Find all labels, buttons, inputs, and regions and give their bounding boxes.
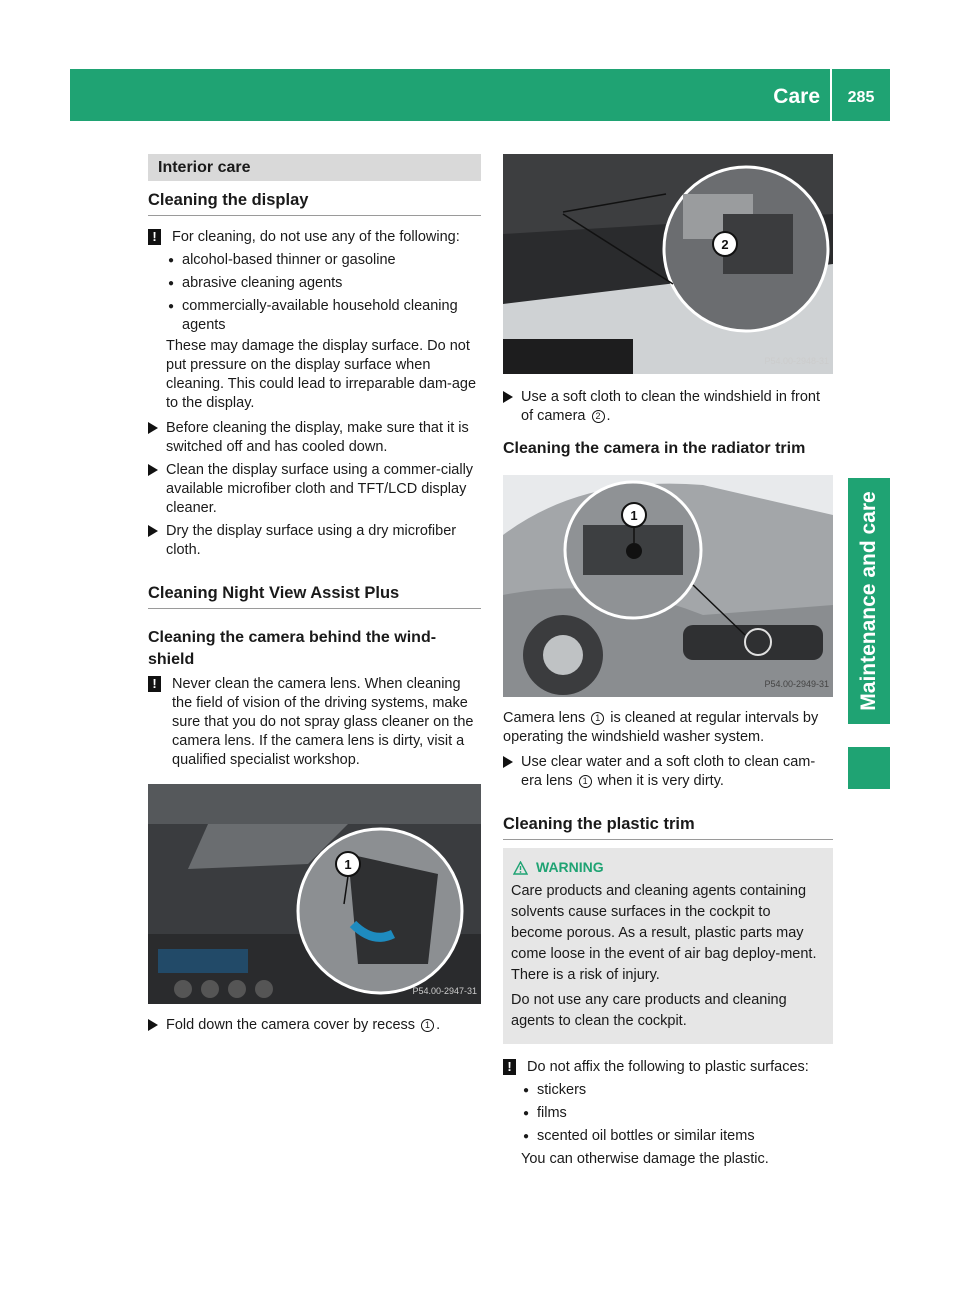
- warning-text: Care products and cleaning agents containing solvents cause surfaces in the cockpit to become porous. As a result, plastic parts may come loose in the event of air bag deploy-ment. There is a risk of injury.: [511, 883, 817, 983]
- display-notice: [148, 228, 481, 247]
- callout-2-icon: 2: [592, 410, 605, 423]
- display-step-text: Clean the display surface using a commer-cially available microfiber cloth and TFT/LCD display cleaner.: [166, 462, 474, 516]
- windshield-step-text: Use a soft cloth to clean the windshield in front of camera: [521, 389, 821, 424]
- callout-1-icon: 1: [421, 1019, 434, 1032]
- plastic-trim-title: Cleaning the plastic trim: [503, 815, 833, 840]
- fold-cover-text: Fold down the camera cover by recess: [166, 1017, 416, 1033]
- fold-cover-step: [148, 1016, 481, 1035]
- fold-cover-end: .: [436, 1017, 441, 1033]
- display-bullet: ● abrasive cleaning agents: [148, 274, 481, 293]
- warning-text: Do not use any care products and cleaning agents to clean the cockpit.: [511, 992, 787, 1029]
- camera-notice: [148, 675, 481, 770]
- camera-lens-desc: is cleaned at regular intervals by operating the windshield washer system.: [503, 710, 819, 745]
- triangle-arrow-icon: [503, 756, 513, 768]
- display-notice-text: For cleaning, do not use any of the following:: [172, 229, 460, 245]
- triangle-arrow-icon: [148, 525, 158, 537]
- triangle-arrow-icon: [148, 464, 158, 476]
- exclamation-box-icon: !: [148, 229, 161, 245]
- camera-windshield-photo: [148, 784, 481, 1004]
- camera-lens-label: Camera lens: [503, 710, 586, 726]
- clear-water-step: [503, 753, 833, 791]
- display-bullet: ● alcohol-based thinner or gasoline: [148, 251, 481, 270]
- triangle-arrow-icon: [148, 1019, 158, 1031]
- exclamation-box-icon: !: [148, 676, 161, 692]
- warning-header: [511, 858, 825, 877]
- radiator-camera-photo: [503, 475, 833, 697]
- callout-1: 1: [344, 857, 352, 872]
- callout-2: 2: [721, 237, 729, 252]
- clear-water-text: Use clear water and a soft cloth to clean cam-era lens: [521, 754, 816, 789]
- photo-code: P54.00-2948-31: [764, 356, 829, 366]
- plastic-notice-text: Do not affix the following to plastic surfaces:: [527, 1059, 809, 1075]
- callout-1-icon: 1: [579, 775, 592, 788]
- triangle-arrow-icon: [503, 391, 513, 403]
- windshield-camera-photo: [503, 154, 833, 374]
- display-step-text: Before cleaning the display, make sure that it is switched off and has cooled down.: [166, 420, 469, 455]
- photo-code: P54.00-2949-31: [764, 679, 829, 689]
- warning-title: WARNING: [536, 859, 604, 875]
- plastic-bullet: ● films: [503, 1104, 833, 1123]
- windshield-step-end: .: [606, 408, 611, 424]
- display-warning-text: These may damage the display surface. Do not put pressure on the display surface when cleaning. This could lead to irreparable dam-age to the display.: [166, 338, 477, 411]
- callout-1: 1: [630, 508, 638, 523]
- plastic-notice: [503, 1058, 833, 1077]
- section-title: Care: [773, 85, 820, 108]
- camera-windshield-subtitle: Cleaning the camera behind the wind-shield: [148, 629, 437, 668]
- camera-lens-text: [503, 709, 833, 747]
- display-step: [148, 419, 481, 457]
- camera-notice-text: Never clean the camera lens. When cleaning the field of vision of the driving systems, make sure that you do not spray glass cleaner on the camera lens. If the camera lens is dirty, visit a qualified specialist workshop.: [172, 676, 474, 768]
- triangle-arrow-icon: [148, 422, 158, 434]
- clear-water-end: when it is very dirty.: [597, 773, 724, 789]
- callout-1-icon: 1: [591, 712, 604, 725]
- warning-triangle-icon: [513, 861, 528, 875]
- exclamation-box-icon: !: [503, 1059, 516, 1075]
- windshield-step: [503, 388, 833, 426]
- page-header: [70, 69, 890, 121]
- display-step-text: Dry the display surface using a dry microfiber cloth.: [166, 523, 457, 558]
- photo-code: P54.00-2947-31: [412, 986, 477, 996]
- plastic-bullet: ● stickers: [503, 1081, 833, 1100]
- side-chapter-label: Maintenance and care: [857, 491, 880, 711]
- display-step: [148, 461, 481, 518]
- night-view-title: Cleaning Night View Assist Plus: [148, 584, 481, 609]
- right-column: [503, 154, 833, 1169]
- radiator-camera-title: Cleaning the camera in the radiator trim: [503, 440, 806, 457]
- warning-box: [503, 848, 833, 1044]
- cleaning-display-title: Cleaning the display: [148, 191, 481, 216]
- side-chapter-tab: [848, 478, 890, 724]
- page-number: 285: [847, 89, 875, 106]
- display-step: [148, 522, 481, 560]
- side-marker: [848, 747, 890, 789]
- display-bullet: ● commercially-available household cleaning agents: [148, 297, 481, 335]
- interior-care-heading: Interior care: [148, 154, 481, 181]
- plastic-bullet: ● scented oil bottles or similar items: [503, 1127, 833, 1146]
- left-column: [148, 154, 481, 1035]
- plastic-warning-text: You can otherwise damage the plastic.: [521, 1151, 769, 1167]
- header-divider: [830, 69, 832, 121]
